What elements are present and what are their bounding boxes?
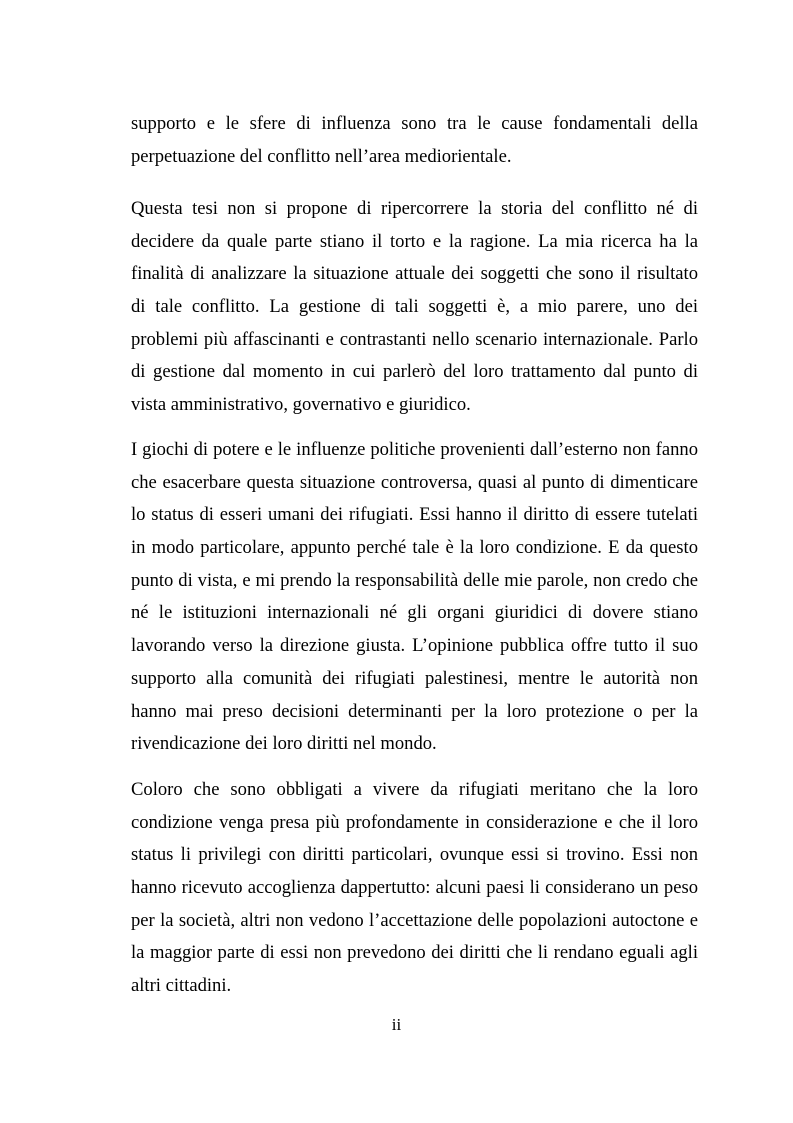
text-line: I giochi di potere e le influenze politiche provenienti dall’esterno non fanno <box>131 439 698 460</box>
text-line: per la società, altri non vedono l’accettazione delle popolazioni autoctone e <box>131 909 698 931</box>
paragraph-3 <box>131 434 698 761</box>
text-line: hanno ricevuto accoglienza dappertutto: alcuni paesi li considerano un peso <box>131 877 698 899</box>
paragraph-1 <box>131 108 698 173</box>
text-line: hanno mai preso decisioni determinanti per la loro protezione o per la <box>131 700 698 722</box>
text-line: condizione venga presa più profondamente in considerazione e che il loro <box>131 811 698 833</box>
text-line: finalità di analizzare la situazione attuale dei soggetti che sono il risultato <box>131 263 698 285</box>
text-line: Coloro che sono obbligati a vivere da rifugiati meritano che la loro <box>131 779 698 800</box>
paragraph-4 <box>131 774 698 1003</box>
text-line: punto di vista, e mi prendo la responsabilità delle mie parole, non credo che <box>131 569 698 591</box>
text-line: la maggior parte di essi non prevedono dei diritti che li rendano eguali agli <box>131 942 698 964</box>
text-line: supporto alla comunità dei rifugiati palestinesi, mentre le autorità non <box>131 667 698 689</box>
text-line: problemi più affascinanti e contrastanti nello scenario internazionale. Parlo <box>131 328 698 350</box>
text-line: lo status di esseri umani dei rifugiati. Essi hanno il diritto di essere tutelati <box>131 504 698 526</box>
page-number: ii <box>391 1015 402 1034</box>
text-line: lavorando verso la direzione giusta. L’opinione pubblica offre tutto il suo <box>131 635 698 657</box>
text-line: decidere da quale parte stiano il torto e la ragione. La mia ricerca ha la <box>131 230 698 252</box>
text-line: in modo particolare, appunto perché tale è la loro condizione. E da questo <box>131 537 698 559</box>
text-line: supporto e le sfere di influenza sono tra le cause fondamentali della <box>131 113 698 134</box>
text-line: status li privilegi con diritti particolari, ovunque essi si trovino. Essi non <box>131 844 698 866</box>
text-line: di gestione dal momento in cui parlerò del loro trattamento dal punto di <box>131 361 698 383</box>
text-line: né le istituzioni internazionali né gli organi giuridici di dovere stiano <box>131 602 698 624</box>
text-line: Questa tesi non si propone di ripercorrere la storia del conflitto né di <box>131 198 698 219</box>
paragraph-2 <box>131 193 698 422</box>
text-line: vista amministrativo, governativo e giuridico. <box>131 394 471 416</box>
text-line: perpetuazione del conflitto nell’area mediorientale. <box>131 145 512 167</box>
text-line: che esacerbare questa situazione controversa, quasi al punto di dimenticare <box>131 471 698 493</box>
text-line: di tale conflitto. La gestione di tali soggetti è, a mio parere, uno dei <box>131 296 698 318</box>
text-line: altri cittadini. <box>131 975 232 997</box>
text-line: rivendicazione dei loro diritti nel mondo. <box>131 733 437 755</box>
